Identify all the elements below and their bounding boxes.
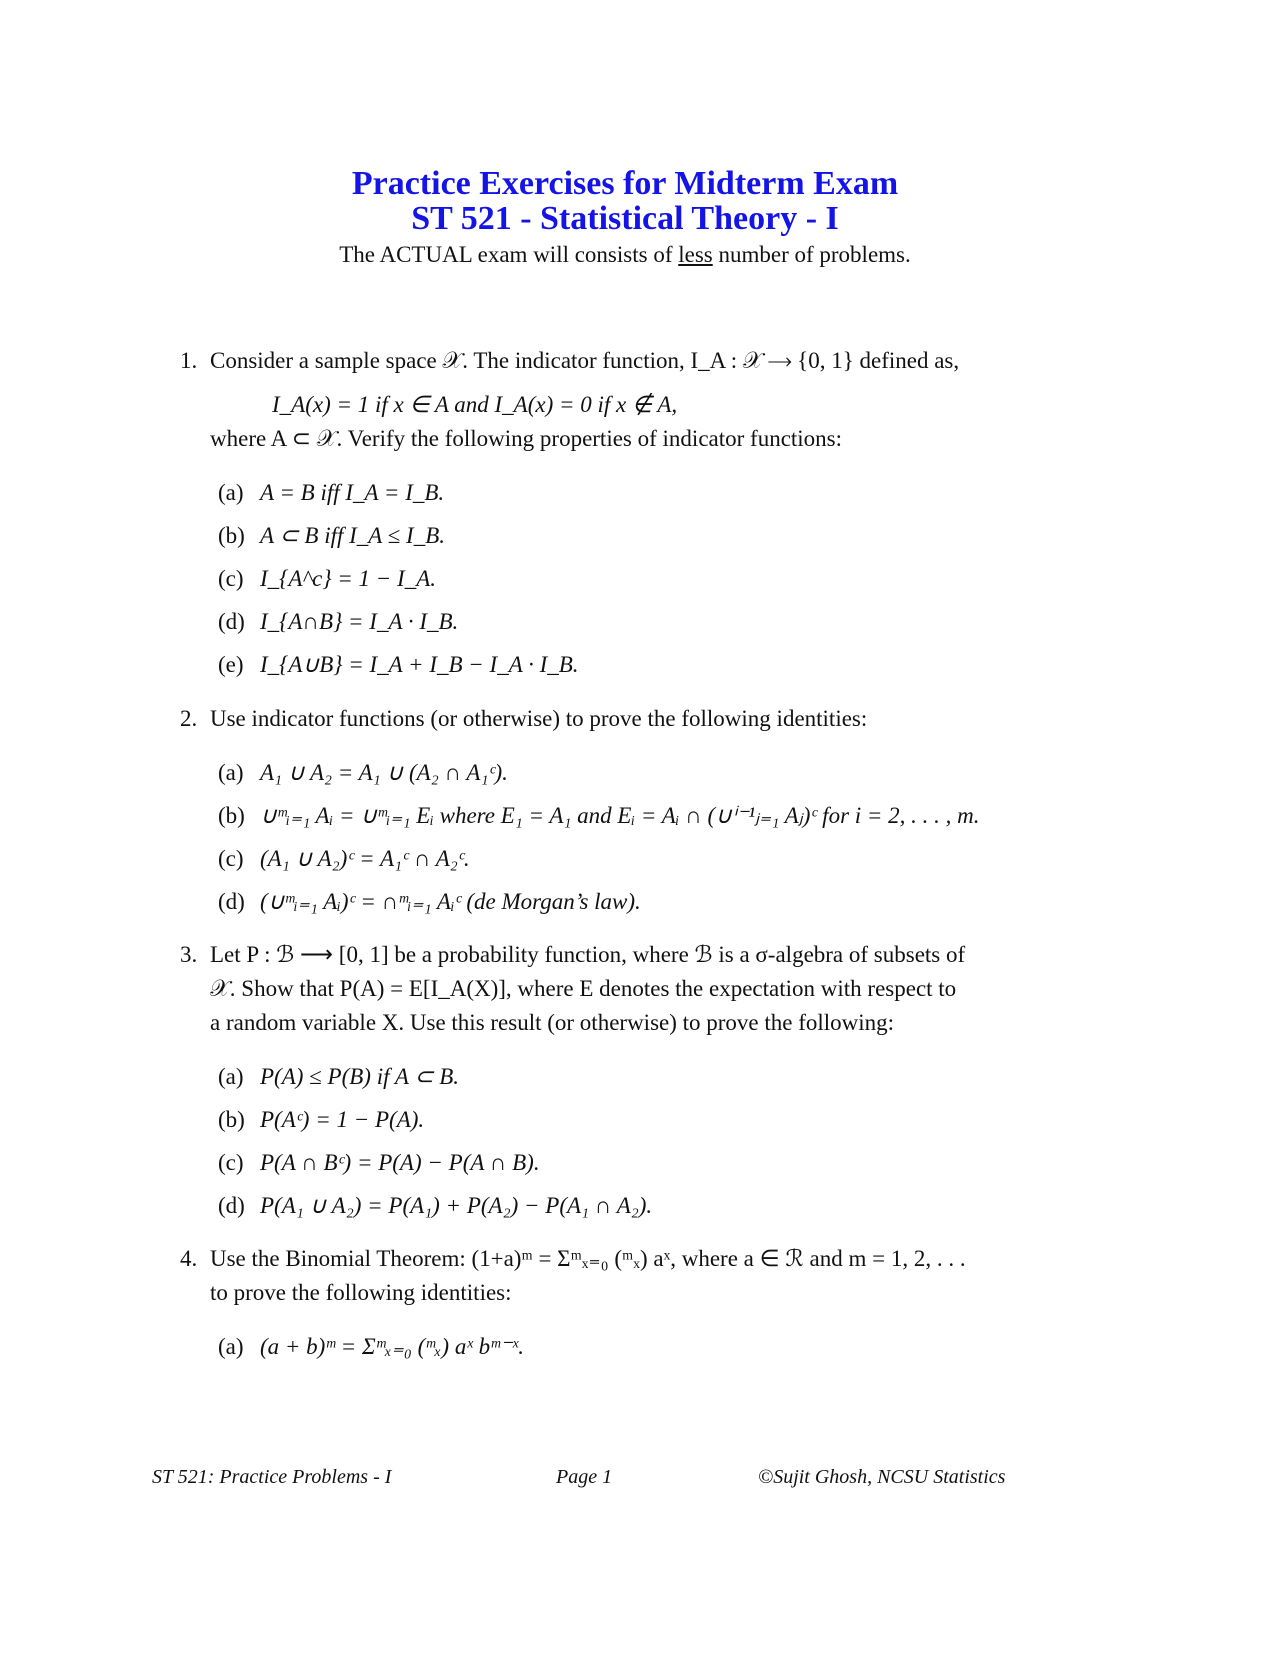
part-text: A = B iff I_A = I_B. [260, 480, 445, 505]
part-label: (c) [218, 1150, 244, 1175]
problem-number: 3. [180, 942, 198, 967]
problem-part [218, 1334, 524, 1360]
problem-part [218, 803, 980, 829]
footer-copyright: ©Sujit Ghosh, NCSU Statistics [758, 1466, 1006, 1488]
problem-number: 2. [180, 706, 198, 731]
part-text: (a + b)ᵐ = Σᵐₓ₌₀ (ᵐₓ) aˣ bᵐ⁻ˣ. [260, 1334, 525, 1359]
exam-note [0, 242, 1250, 268]
problem-intro-line: Let P : ℬ ⟶ [0, 1] be a probability function, where ℬ is a σ-algebra of subsets of [210, 942, 966, 967]
page-title: Practice Exercises for Midterm Exam [351, 165, 899, 202]
part-text: ∪ᵐᵢ₌₁ Aᵢ = ∪ᵐᵢ₌₁ Eᵢ where E₁ = A₁ and Eᵢ = Aᵢ ∩ (∪ⁱ⁻¹ⱼ₌₁ Aⱼ)ᶜ for i = 2, . . . , m. [260, 803, 980, 828]
part-text: P(Aᶜ) = 1 − P(A). [260, 1107, 425, 1132]
problem-intro-line: a random variable X. Use this result (or otherwise) to prove the following: [210, 1010, 895, 1035]
problem-part [218, 566, 436, 592]
part-text: (A₁ ∪ A₂)ᶜ = A₁ᶜ ∩ A₂ᶜ. [260, 846, 470, 871]
part-text: A₁ ∪ A₂ = A₁ ∪ (A₂ ∩ A₁ᶜ). [260, 760, 508, 785]
problem-intro-line: Use the Binomial Theorem: (1+a)ᵐ = Σᵐₓ₌₀ (ᵐₓ) aˣ, where a ∈ ℛ and m = 1, 2, . . . [210, 1246, 966, 1271]
part-text: (∪ᵐᵢ₌₁ Aᵢ)ᶜ = ∩ᵐᵢ₌₁ Aᵢᶜ (de Morgan’s law). [260, 889, 641, 914]
problem-number: 4. [180, 1246, 198, 1271]
part-label: (a) [218, 1064, 244, 1089]
problem-part [218, 523, 445, 549]
problem-intro-continued: where A ⊂ 𝒳. Verify the following properties of indicator functions: [210, 426, 843, 451]
part-label: (c) [218, 846, 244, 871]
part-label: (a) [218, 1334, 244, 1359]
exam-note-pre: The ACTUAL exam will consists of [339, 242, 679, 267]
problem-part [218, 1107, 424, 1133]
part-text: A ⊂ B iff I_A ≤ I_B. [260, 523, 445, 548]
part-label: (d) [218, 609, 245, 634]
problem-part [218, 609, 458, 635]
part-label: (b) [218, 1107, 245, 1132]
part-label: (b) [218, 523, 245, 548]
problem-part [218, 1150, 540, 1176]
problem-part [218, 1064, 459, 1090]
part-label: (c) [218, 566, 244, 591]
part-text: I_{A∩B} = I_A · I_B. [260, 609, 459, 634]
part-label: (d) [218, 1193, 245, 1218]
part-text: P(A₁ ∪ A₂) = P(A₁) + P(A₂) − P(A₁ ∩ A₂). [260, 1193, 653, 1218]
problem-part [218, 1193, 652, 1219]
footer-page-number: Page 1 [556, 1466, 613, 1488]
problem-intro: Consider a sample space 𝒳. The indicator function, I_A : 𝒳 ⟶ {0, 1} defined as, [210, 348, 960, 373]
problem-display-equation: I_A(x) = 1 if x ∈ A and I_A(x) = 0 if x ∉ A, [272, 392, 678, 417]
page-subtitle-course: ST 521 - Statistical Theory - I [411, 200, 839, 237]
problem-part [218, 760, 508, 786]
part-text: P(A) ≤ P(B) if A ⊂ B. [260, 1064, 460, 1089]
part-text: I_{A∪B} = I_A + I_B − I_A · I_B. [260, 652, 579, 677]
footer-course: ST 521: Practice Problems - I [152, 1466, 392, 1488]
exam-note-post: number of problems. [712, 242, 911, 267]
part-label: (e) [218, 652, 244, 677]
exam-note-underlined: less [678, 242, 713, 267]
problem-intro-line: 𝒳. Show that P(A) = E[I_A(X)], where E denotes the expectation with respect to [210, 976, 957, 1001]
part-text: P(A ∩ Bᶜ) = P(A) − P(A ∩ B). [260, 1150, 540, 1175]
part-label: (a) [218, 760, 244, 785]
part-label: (b) [218, 803, 245, 828]
problem-intro-line: to prove the following identities: [210, 1280, 512, 1305]
part-label: (a) [218, 480, 244, 505]
problem-part [218, 846, 470, 872]
problem-number: 1. [180, 348, 198, 373]
problem-part [218, 889, 641, 915]
problem-intro: Use indicator functions (or otherwise) to prove the following identities: [210, 706, 868, 731]
problem-part [218, 480, 444, 506]
part-text: I_{A^c} = 1 − I_A. [260, 566, 437, 591]
problem-part [218, 652, 579, 678]
part-label: (d) [218, 889, 245, 914]
